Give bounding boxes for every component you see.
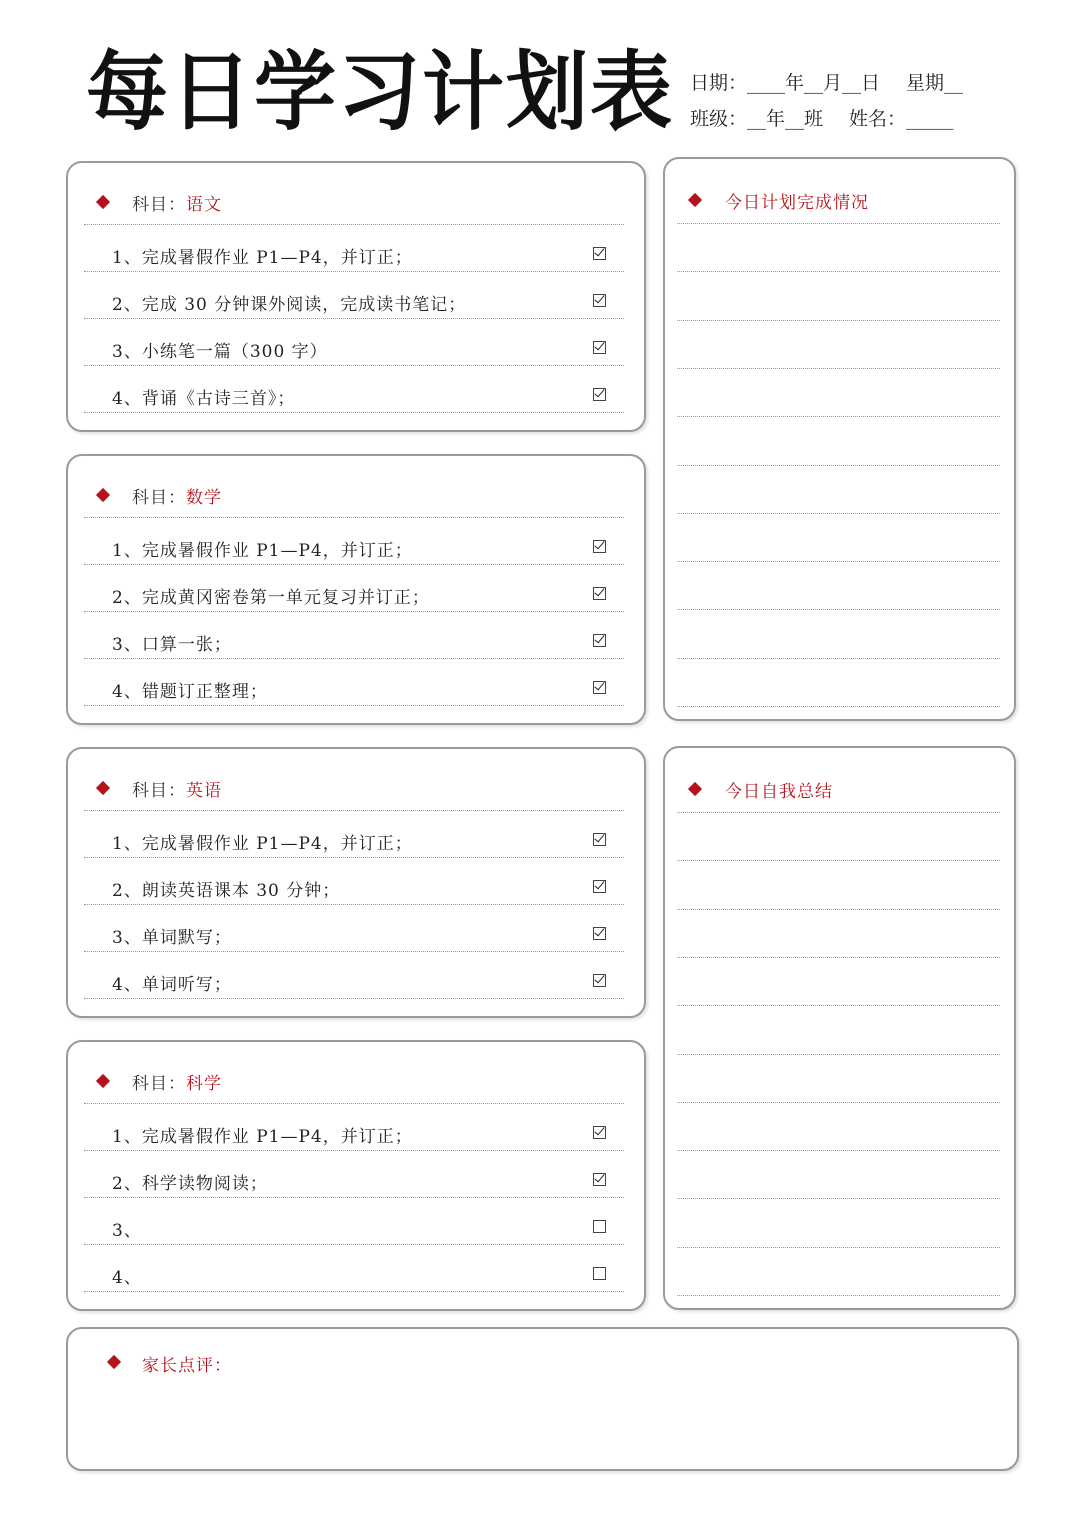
task-text: 3、口算一张；: [112, 635, 232, 655]
dotted-rule: [84, 1291, 624, 1292]
checked-box-icon[interactable]: [593, 1173, 606, 1186]
writing-line: [677, 1054, 1000, 1055]
writing-line: [677, 1295, 1000, 1296]
task-text: 2、科学读物阅读；: [112, 1174, 268, 1194]
writing-line: [677, 1150, 1000, 1151]
task-text: 2、完成 30 分钟课外阅读，完成读书笔记；: [112, 295, 467, 315]
checked-box-icon[interactable]: [593, 927, 606, 940]
checked-box-icon[interactable]: [593, 247, 606, 260]
subject-label: 科目：: [132, 195, 186, 215]
dotted-rule: [84, 1244, 624, 1245]
writing-line: [677, 320, 1000, 321]
dotted-rule: [84, 412, 624, 413]
subject-heading: [132, 1069, 222, 1094]
subject-name-chinese: 语文: [186, 195, 222, 215]
diamond-icon: [688, 782, 702, 796]
subject-card-math: [66, 454, 646, 725]
subject-card-english: [66, 747, 646, 1018]
task-text: 1、完成暑假作业 P1—P4，并订正；: [112, 541, 413, 561]
diamond-icon: [107, 1355, 121, 1369]
diamond-icon: [688, 193, 702, 207]
task-text: 3、单词默写；: [112, 928, 232, 948]
writing-line: [677, 812, 1000, 813]
dotted-rule: [84, 705, 624, 706]
subject-label: 科目：: [132, 1074, 186, 1094]
checked-box-icon[interactable]: [593, 388, 606, 401]
task-text: 4、单词听写；: [112, 975, 232, 995]
class-field[interactable]: 班级：__年__班: [690, 108, 824, 130]
checked-box-icon[interactable]: [593, 880, 606, 893]
dotted-rule: [84, 658, 624, 659]
completion-card: [663, 157, 1016, 721]
checked-box-icon[interactable]: [593, 974, 606, 987]
checked-box-icon[interactable]: [593, 634, 606, 647]
task-text: 1、完成暑假作业 P1—P4，并订正；: [112, 248, 413, 268]
dotted-rule: [84, 318, 624, 319]
task-text: 3、小练笔一篇（300 字）: [112, 342, 328, 362]
date-field[interactable]: 日期：____年__月__日: [690, 72, 881, 94]
writing-line: [677, 706, 1000, 707]
name-field[interactable]: 姓名：_____: [849, 108, 954, 130]
summary-card: [663, 746, 1016, 1310]
writing-line: [677, 1247, 1000, 1248]
checked-box-icon[interactable]: [593, 833, 606, 846]
weekday-field[interactable]: 星期__: [906, 72, 964, 94]
task-text: 2、完成黄冈密卷第一单元复习并订正；: [112, 588, 430, 608]
writing-line: [677, 465, 1000, 466]
dotted-rule: [84, 517, 624, 518]
writing-line: [677, 860, 1000, 861]
dotted-rule: [84, 365, 624, 366]
writing-line: [677, 609, 1000, 610]
parent-comment-title: 家长点评：: [142, 1356, 232, 1376]
checked-box-icon[interactable]: [593, 1126, 606, 1139]
subject-label: 科目：: [132, 781, 186, 801]
dotted-rule: [84, 1150, 624, 1151]
empty-checkbox-icon[interactable]: [593, 1220, 606, 1233]
writing-line: [677, 1198, 1000, 1199]
subject-heading: [132, 190, 222, 215]
writing-line: [677, 513, 1000, 514]
subject-card-science: [66, 1040, 646, 1311]
writing-line: [677, 561, 1000, 562]
writing-line: [677, 658, 1000, 659]
dotted-rule: [84, 564, 624, 565]
dotted-rule: [84, 951, 624, 952]
summary-title: 今日自我总结: [725, 782, 833, 802]
page-title: 每日学习计划表: [86, 42, 675, 143]
diamond-icon: [96, 488, 110, 502]
dotted-rule: [84, 224, 624, 225]
diamond-icon: [96, 195, 110, 209]
writing-line: [677, 223, 1000, 224]
completion-title: 今日计划完成情况: [725, 193, 869, 213]
dotted-rule: [84, 998, 624, 999]
writing-line: [677, 416, 1000, 417]
parent-comment-card: [66, 1327, 1019, 1471]
writing-line: [677, 1005, 1000, 1006]
writing-line: [677, 957, 1000, 958]
empty-checkbox-icon[interactable]: [593, 1267, 606, 1280]
checked-box-icon[interactable]: [593, 294, 606, 307]
dotted-rule: [84, 1103, 624, 1104]
subject-heading: [132, 483, 222, 508]
subject-name-math: 数学: [186, 488, 222, 508]
task-text: 4、: [112, 1268, 142, 1288]
subject-heading: [132, 776, 222, 801]
diamond-icon: [96, 781, 110, 795]
checked-box-icon[interactable]: [593, 681, 606, 694]
writing-line: [677, 368, 1000, 369]
task-text: 4、背诵《古诗三首》；: [112, 389, 296, 409]
subject-name-science: 科学: [186, 1074, 222, 1094]
dotted-rule: [84, 810, 624, 811]
checked-box-icon[interactable]: [593, 540, 606, 553]
subject-label: 科目：: [132, 488, 186, 508]
dotted-rule: [84, 1197, 624, 1198]
task-text: 1、完成暑假作业 P1—P4，并订正；: [112, 1127, 413, 1147]
task-text: 3、: [112, 1221, 142, 1241]
dotted-rule: [84, 857, 624, 858]
task-text: 1、完成暑假作业 P1—P4，并订正；: [112, 834, 413, 854]
subject-card-chinese: [66, 161, 646, 432]
checked-box-icon[interactable]: [593, 587, 606, 600]
writing-line: [677, 1102, 1000, 1103]
dotted-rule: [84, 904, 624, 905]
writing-line: [677, 909, 1000, 910]
dotted-rule: [84, 611, 624, 612]
subject-name-english: 英语: [186, 781, 222, 801]
diamond-icon: [96, 1074, 110, 1088]
date-weekday-line: [690, 68, 963, 95]
task-text: 2、朗读英语课本 30 分钟；: [112, 881, 341, 901]
writing-line: [677, 271, 1000, 272]
class-name-line: [690, 104, 954, 131]
checked-box-icon[interactable]: [593, 341, 606, 354]
dotted-rule: [84, 271, 624, 272]
task-text: 4、错题订正整理；: [112, 682, 268, 702]
